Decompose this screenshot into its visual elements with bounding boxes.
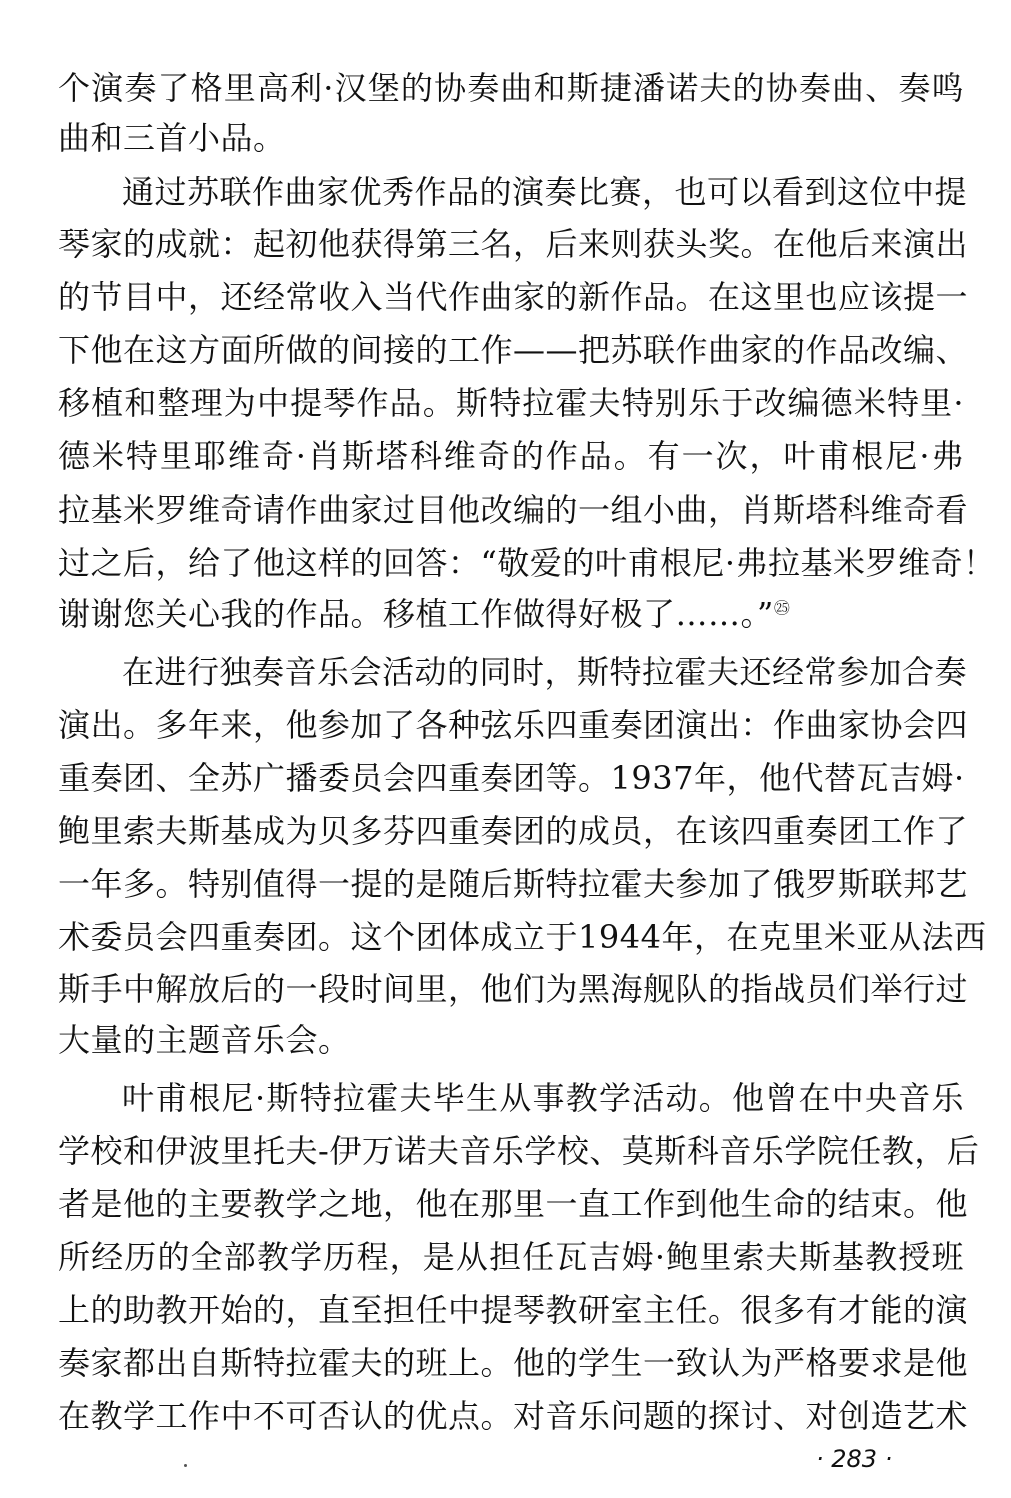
- text-line: 拉基米罗维奇请作曲家过目他改编的一组小曲，肖斯塔科维奇看: [58, 491, 969, 529]
- text-line: 所经历的全部教学历程，是从担任瓦吉姆·鲍里索夫斯基教授班: [58, 1238, 964, 1276]
- text-line: 重奏团、全苏广播委员会四重奏团等。1937年，他代替瓦吉姆·: [58, 759, 965, 797]
- text-line: 鲍里索夫斯基成为贝多芬四重奏团的成员，在该四重奏团工作了: [58, 812, 969, 850]
- page-number: · 283 ·: [816, 1445, 893, 1473]
- text-line: 学校和伊波里托夫-伊万诺夫音乐学校、莫斯科音乐学院任教，后: [58, 1132, 980, 1170]
- scan-speck: [184, 1464, 187, 1467]
- text-line: 奏家都出自斯特拉霍夫的班上。他的学生一致认为严格要求是他: [58, 1344, 969, 1382]
- text-line: 曲和三首小品。: [58, 119, 286, 157]
- text-span: 谢谢您关心我的作品。移植工作做得好极了……。”: [58, 595, 774, 633]
- footnote-marker: ㉕: [773, 598, 791, 618]
- text-line: 德米特里耶维奇·肖斯塔科维奇的作品。有一次，叶甫根尼·弗: [58, 437, 964, 475]
- text-line: 一年多。特别值得一提的是随后斯特拉霍夫参加了俄罗斯联邦艺: [58, 865, 969, 903]
- text-line: 斯手中解放后的一段时间里，他们为黑海舰队的指战员们举行过: [58, 970, 969, 1008]
- text-line: 术委员会四重奏团。这个团体成立于1944年，在克里米亚从法西: [58, 918, 987, 956]
- text-line: 的节目中，还经常收入当代作曲家的新作品。在这里也应该提一: [58, 278, 969, 316]
- text-line: 过之后，给了他这样的回答：“敬爱的叶甫根尼·弗拉基米罗维奇！: [58, 544, 996, 582]
- text-line: 移植和整理为中提琴作品。斯特拉霍夫特别乐于改编德米特里·: [58, 384, 964, 422]
- text-line: 琴家的成就：起初他获得第三名，后来则获头奖。在他后来演出: [58, 225, 969, 263]
- text-line: 个演奏了格里高利·汉堡的协奏曲和斯捷潘诺夫的协奏曲、奏鸣: [58, 69, 964, 107]
- text-line: 下他在这方面所做的间接的工作——把苏联作曲家的作品改编、: [58, 331, 969, 369]
- text-line: 大量的主题音乐会。: [58, 1021, 351, 1059]
- text-line: 上的助教开始的，直至担任中提琴教研室主任。很多有才能的演: [58, 1291, 969, 1329]
- text-line: 通过苏联作曲家优秀作品的演奏比赛，也可以看到这位中提: [122, 173, 968, 211]
- text-line: 在进行独奏音乐会活动的同时，斯特拉霍夫还经常参加合奏: [122, 653, 968, 691]
- text-line: 叶甫根尼·斯特拉霍夫毕生从事教学活动。他曾在中央音乐: [122, 1079, 964, 1117]
- text-line-with-footnote: [58, 594, 964, 634]
- text-line: 者是他的主要教学之地，他在那里一直工作到他生命的结束。他: [58, 1185, 969, 1223]
- text-line: 在教学工作中不可否认的优点。对音乐问题的探讨、对创造艺术: [58, 1397, 969, 1435]
- text-line: 演出。多年来，他参加了各种弦乐四重奏团演出：作曲家协会四: [58, 706, 969, 744]
